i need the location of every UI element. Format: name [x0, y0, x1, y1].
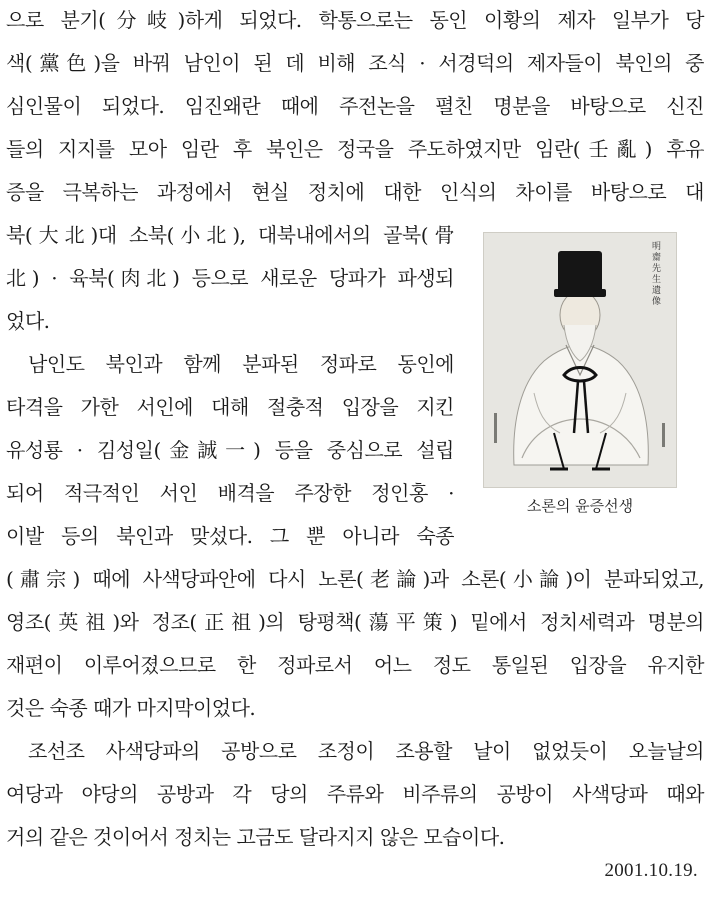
body-line-17: 것은 숙종 때가 마지막이었다.: [6, 696, 256, 720]
body-line-3: 심인물이 되었다. 임진왜란 때에 주전논을 펼친 명분을 바탕으로 신진: [6, 94, 704, 118]
body-line-9: 남인도 북인과 함께 분파된 정파로 동인에: [28, 352, 454, 376]
body-line-16: 재편이 이루어졌으므로 한 정파로서 어느 정도 통일된 입장을 유지한: [6, 653, 704, 677]
body-line-13: 이발 등의 북인과 맞섰다. 그 뿐 아니라 숙종: [6, 524, 454, 548]
portrait-image: [484, 233, 676, 487]
body-line-20: 거의 같은 것이어서 정치는 고금도 달라지지 않은 모습이다.: [6, 825, 505, 849]
body-line-14: (肅宗) 때에 사색당파안에 다시 노론(老論)과 소론(小論)이 분파되었고,: [6, 567, 704, 591]
body-line-4: 들의 지지를 모아 임란 후 북인은 정국을 주도하였지만 임란(壬亂) 후유: [6, 137, 704, 161]
figure-caption: 소론의 윤증선생: [526, 497, 634, 515]
svg-text:明: 明: [652, 242, 662, 252]
body-line-1: 으로 분기(分岐)하게 되었다. 학통으로는 동인 이황의 제자 일부가 당: [6, 8, 704, 32]
svg-text:齋: 齋: [652, 253, 662, 263]
body-line-7: 北) · 육북(肉北) 등으로 새로운 당파가 파생되: [6, 266, 454, 290]
body-line-15: 영조(英祖)와 정조(正祖)의 탕평책(蕩平策) 밑에서 정치세력과 명분의: [6, 610, 704, 634]
body-line-19: 여당과 야당의 공방과 각 당의 주류와 비주류의 공방이 사색당파 때와: [6, 782, 704, 806]
body-line-11: 유성룡 · 김성일(金誠一) 등을 중심으로 설립: [6, 438, 454, 462]
body-line-5: 증을 극복하는 과정에서 현실 정치에 대한 인식의 차이를 바탕으로 대: [6, 180, 704, 204]
svg-text:先: 先: [652, 264, 662, 274]
body-line-6: 북(大北)대 소북(小北), 대북내에서의 골북(骨: [6, 223, 454, 247]
body-line-12: 되어 적극적인 서인 배격을 주장한 정인홍 ·: [6, 481, 454, 505]
body-line-18: 조선조 사색당파의 공방으로 조정이 조용할 날이 없었듯이 오늘날의: [28, 739, 704, 763]
document-date: 2001.10.19.: [604, 860, 698, 881]
body-line-2: 색(黨色)을 바꿔 남인이 된 데 비해 조식 · 서경덕의 제자들이 북인의 중: [6, 51, 704, 75]
svg-text:遺: 遺: [652, 286, 662, 296]
portrait-figure: [483, 232, 677, 488]
svg-text:像: 像: [652, 297, 662, 307]
svg-text:生: 生: [652, 275, 662, 285]
body-line-8: 었다.: [6, 309, 50, 333]
body-line-10: 타격을 가한 서인에 대해 절충적 입장을 지킨: [6, 395, 454, 419]
